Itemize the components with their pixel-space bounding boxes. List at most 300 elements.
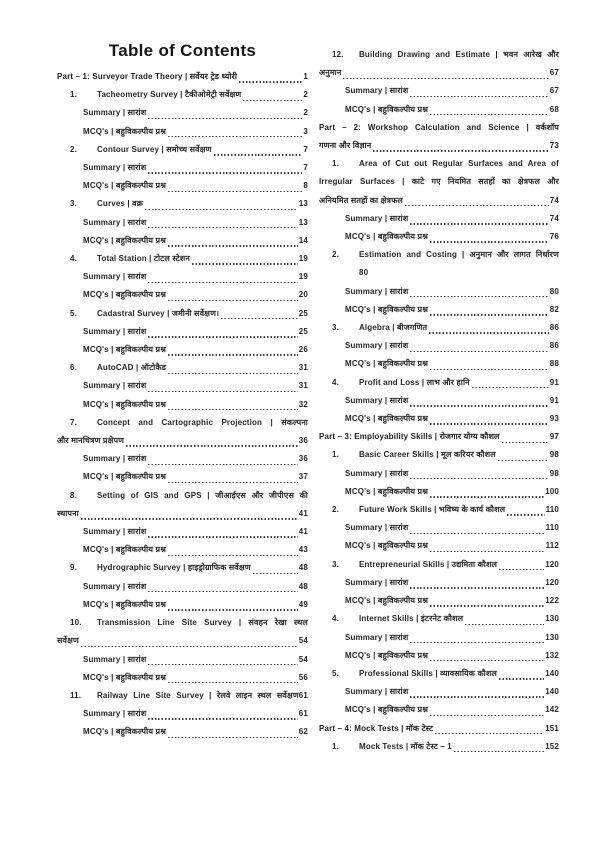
page-title: Table of Contents [108, 41, 257, 60]
page-number: 26 [298, 345, 308, 355]
toc-sub-entry [319, 82, 559, 100]
toc-line [57, 541, 308, 559]
toc-item [57, 359, 308, 377]
dot-leader [168, 682, 298, 683]
page-number: 1 [303, 72, 308, 81]
entry-label: Summary | सारांश [83, 454, 147, 464]
page-number: 112 [545, 541, 559, 551]
entry-label: और मानचित्रण प्रक्षेपण [57, 436, 125, 446]
dot-leader [148, 718, 297, 719]
toc-line [319, 210, 559, 228]
toc-sub-entry [57, 377, 308, 395]
toc-sub-entry [319, 574, 559, 592]
entry-label: MCQ's | बहुविकल्पीय प्रश्न [83, 290, 166, 300]
toc-line [57, 414, 308, 432]
page-number: 67 [549, 86, 559, 96]
toc-line [57, 104, 308, 122]
entry-label: Summary | सारांश [345, 286, 409, 296]
page-number: 67 [549, 68, 559, 78]
toc-sub-entry [319, 519, 559, 537]
page-number: 31 [298, 381, 308, 391]
dot-leader [410, 405, 548, 406]
entry-label: Profit and Loss | लाभ और हानि [359, 377, 470, 387]
toc-line [319, 647, 559, 665]
dot-leader [502, 442, 549, 443]
entry-number: 8. [70, 490, 77, 500]
toc-line [319, 192, 559, 210]
toc-sub-entry [319, 101, 559, 119]
dot-leader [168, 555, 298, 556]
toc-sub-entry [319, 410, 559, 428]
entry-number: 7. [70, 417, 77, 427]
dot-leader [430, 605, 544, 606]
entry-number: 4. [332, 614, 339, 624]
entry-number: 3. [70, 199, 77, 209]
toc-item [57, 687, 308, 705]
toc-sub-entry [57, 541, 308, 559]
page-number: 110 [545, 505, 559, 515]
page-number: 32 [298, 399, 308, 409]
entry-label: MCQ's | बहुविकल्पीय प्रश्न [83, 181, 166, 191]
entry-label: Total Station | टोटल स्टेशन [97, 254, 190, 264]
dot-leader [429, 332, 549, 333]
entry-label: Summary | सारांश [345, 341, 409, 351]
toc-sub-entry [57, 286, 308, 304]
toc-sub-entry [319, 392, 559, 410]
toc-line [57, 505, 308, 523]
toc-line [57, 487, 308, 505]
dot-leader [81, 646, 298, 647]
page-number: 74 [549, 195, 559, 205]
dot-leader [410, 533, 544, 534]
page-number: 76 [549, 232, 559, 242]
toc-sub-entry [57, 323, 308, 341]
dot-leader [239, 81, 302, 82]
toc-item [319, 610, 559, 628]
entry-number: 2. [332, 505, 339, 515]
entry-label: Summary | सारांश [345, 632, 409, 642]
toc-line [319, 701, 559, 719]
entry-label: Entrepreneurial Skills | उद्यमिता कौशल [359, 559, 498, 569]
entry-label: Internet Skills | इंटरनेट कौशल [359, 614, 464, 624]
toc-line [57, 323, 308, 341]
dot-leader [145, 209, 298, 210]
entry-number: 5. [70, 308, 77, 318]
toc-item [57, 414, 308, 450]
toc-line [57, 250, 308, 268]
toc-line [57, 68, 308, 86]
toc-line [319, 720, 559, 738]
toc-part-heading [319, 428, 559, 446]
entry-label: MCQ's | बहुविकल्पीय प्रश्न [83, 345, 166, 355]
dot-leader [405, 205, 549, 206]
toc-sub-entry [319, 301, 559, 319]
toc-line [319, 283, 559, 301]
page-number: 88 [549, 359, 559, 369]
toc-line [319, 738, 559, 756]
entry-label: Summary | सारांश [345, 86, 409, 96]
toc-line [57, 559, 308, 577]
toc-line [57, 305, 308, 323]
toc-line [319, 537, 559, 555]
entry-number: 6. [70, 363, 77, 373]
dot-leader [343, 78, 548, 79]
page-number: 36 [298, 454, 308, 464]
entry-label: Building Drawing and Estimate | भवन आरेख और [359, 50, 559, 59]
entry-label: Contour Survey | समोच्च सर्वेक्षण [97, 144, 212, 154]
page-number: 3 [303, 126, 308, 136]
dot-leader [81, 518, 298, 519]
dot-leader [454, 751, 544, 752]
toc-item [319, 738, 559, 756]
entry-label: MCQ's | बहुविकल्पीय प्रश्न [83, 235, 166, 245]
page-number: 80 [359, 268, 369, 278]
entry-label: Railway Line Site Survey | रेलवे लाइन स्थल सर्वेक्षण [97, 690, 299, 700]
page-number: 41 [298, 508, 308, 518]
toc-line [319, 82, 559, 100]
entry-label: Summary | सारांश [83, 654, 147, 664]
toc-part-heading [319, 119, 559, 155]
entry-label: MCQ's | बहुविकल्पीय प्रश्न [83, 599, 166, 609]
toc-line [319, 483, 559, 501]
entry-label: Part – 3: Employability Skills | रोजगार योग्य कौशल [319, 432, 500, 442]
toc-sub-entry [319, 683, 559, 701]
page-number: 120 [545, 577, 559, 587]
entry-label: AutoCAD | ऑटोकैड [97, 363, 167, 373]
toc-line [319, 155, 559, 173]
toc-sub-entry [57, 214, 308, 232]
toc-sub-entry [57, 723, 308, 741]
dot-leader [243, 100, 302, 101]
toc-sub-entry [319, 228, 559, 246]
dot-leader [148, 391, 297, 392]
entry-label: Part – 1: Surveyor Trade Theory | सर्वेयर ट्रेड थ्योरी [57, 72, 238, 81]
page-number: 13 [298, 217, 308, 227]
page-number: 82 [549, 304, 559, 314]
page-number: 130 [545, 632, 559, 642]
page-number: 8 [303, 181, 308, 191]
toc-line [57, 614, 308, 632]
page-number: 91 [549, 395, 559, 405]
page-number: 142 [545, 705, 559, 715]
toc-line [57, 341, 308, 359]
page-number: 151 [545, 723, 559, 733]
toc-line [319, 355, 559, 373]
entry-number: 4. [332, 377, 339, 387]
page-number: 120 [545, 559, 559, 569]
entry-label: Summary | सारांश [83, 527, 147, 537]
entry-label: Summary | सारांश [83, 108, 147, 118]
page-number: 54 [298, 636, 308, 646]
toc-part-heading [57, 68, 308, 86]
toc-line [319, 246, 559, 264]
entry-label: Part – 2: Workshop Calculation and Science | वर्कशॉप [319, 122, 559, 132]
toc-item [57, 487, 308, 523]
toc-line [57, 705, 308, 723]
toc-line [57, 396, 308, 414]
toc-entries-left [57, 68, 308, 742]
toc-line [57, 687, 308, 705]
toc-line [319, 683, 559, 701]
page-number: 54 [298, 654, 308, 664]
page-number: 98 [549, 450, 559, 460]
toc-item [319, 46, 559, 82]
entry-label: स्थापना [57, 508, 79, 518]
entry-label: Algebra | बीजगणित [359, 323, 428, 333]
dot-leader [148, 118, 302, 119]
toc-sub-entry [57, 578, 308, 596]
page-number: 19 [298, 254, 308, 264]
toc-line [319, 319, 559, 337]
toc-item [319, 319, 559, 337]
toc-line [57, 578, 308, 596]
toc-line [57, 723, 308, 741]
dot-leader [148, 664, 297, 665]
toc-line [319, 556, 559, 574]
entry-label: Area of Cut out Regular Surfaces and Area of [359, 159, 559, 169]
page-number: 122 [545, 596, 559, 606]
entry-number: 1. [70, 90, 77, 100]
toc-line [57, 268, 308, 286]
entry-label: MCQ's | बहुविकल्पीय प्रश्न [83, 126, 166, 136]
entry-label: Curves | वक्र [97, 199, 144, 209]
toc-line [319, 301, 559, 319]
toc-item [319, 446, 559, 464]
dot-leader [430, 314, 549, 315]
entry-number: 2. [332, 250, 339, 260]
toc-sub-entry [319, 465, 559, 483]
entry-label: Concept and Cartographic Projection | संकल्पना [97, 417, 308, 427]
page-number: 98 [549, 468, 559, 478]
entry-label: Cadastral Survey | जमीनी सर्वेक्षण। [97, 308, 220, 318]
entry-label: Hydrographic Survey | हाइड्रोग्राफिक सर्वेक्षण [97, 563, 251, 573]
page-number: 86 [549, 323, 559, 333]
dot-leader [168, 245, 298, 246]
page-number: 100 [545, 486, 559, 496]
toc-line [319, 173, 559, 191]
dot-leader [214, 154, 303, 155]
dot-leader [192, 263, 298, 264]
entry-label: Mock Tests | मॉक टेस्ट – 1 [359, 741, 452, 751]
dot-leader [148, 464, 297, 465]
entry-label: MCQ's | बहुविकल्पीय प्रश्न [345, 541, 428, 551]
entry-number: 12. [332, 50, 344, 59]
entry-label: MCQ's | बहुविकल्पीय प्रश्न [345, 232, 428, 242]
page-number: 140 [545, 687, 559, 697]
toc-sub-entry [319, 647, 559, 665]
dot-leader [465, 624, 544, 625]
toc-item [57, 559, 308, 577]
page-number: 2 [303, 108, 308, 118]
toc-line [319, 574, 559, 592]
page-number: 19 [298, 272, 308, 282]
page-number: 2 [303, 90, 308, 100]
toc-part-heading [319, 720, 559, 738]
toc-sub-entry [57, 705, 308, 723]
page-number: 43 [298, 545, 308, 555]
entry-label: MCQ's | बहुविकल्पीय प्रश्न [345, 359, 428, 369]
dot-leader [410, 587, 544, 588]
toc-line [319, 665, 559, 683]
dot-leader [148, 172, 302, 173]
toc-item [319, 374, 559, 392]
entry-label: Summary | सारांश [83, 709, 147, 719]
entry-label: MCQ's | बहुविकल्पीय प्रश्न [345, 650, 428, 660]
toc-sub-entry [57, 468, 308, 486]
entry-label: Basic Career Skills | मूल करियर कौशल [359, 450, 496, 460]
dot-leader [410, 96, 548, 97]
entry-label: MCQ's | बहुविकल्पीय प्रश्न [345, 414, 428, 424]
toc-line [57, 359, 308, 377]
toc-item [319, 246, 559, 282]
toc-sub-entry [57, 341, 308, 359]
entry-number: 2. [70, 144, 77, 154]
toc-line [57, 177, 308, 195]
toc-item [319, 665, 559, 683]
entry-label: MCQ's | बहुविकल्पीय प्रश्न [83, 672, 166, 682]
toc-line [319, 592, 559, 610]
page-number: 31 [298, 363, 308, 373]
page-number: 14 [298, 235, 308, 245]
toc-sub-entry [319, 483, 559, 501]
toc-item [319, 556, 559, 574]
dot-leader [498, 460, 549, 461]
toc-sub-entry [57, 159, 308, 177]
dot-leader [168, 409, 298, 410]
toc-line [319, 119, 559, 137]
page-number: 41 [298, 527, 308, 537]
toc-line [57, 651, 308, 669]
entry-number: 1. [332, 741, 339, 751]
page-number: 130 [545, 614, 559, 624]
entry-label: Summary | सारांश [345, 213, 409, 223]
toc-line [319, 337, 559, 355]
dot-leader [168, 737, 298, 738]
entry-label: Summary | सारांश [83, 272, 147, 282]
toc-line [57, 159, 308, 177]
dot-leader [410, 351, 548, 352]
toc-line [319, 392, 559, 410]
toc-line [57, 141, 308, 159]
toc-line [319, 410, 559, 428]
toc-line [57, 86, 308, 104]
dot-leader [148, 282, 297, 283]
page-number: 61 [298, 690, 308, 700]
entry-label: Summary | सारांश [345, 687, 409, 697]
page-number: 140 [545, 668, 559, 678]
toc-line [319, 64, 559, 82]
toc-sub-entry [57, 104, 308, 122]
toc-sub-entry [57, 669, 308, 687]
entry-label: Irregular Surfaces | काटे गए नियमित सतहों का क्षेत्रफल और [319, 177, 559, 187]
entry-label: Future Work Skills | भविष्य के कार्य कौशल [359, 505, 506, 515]
toc-sub-entry [319, 701, 559, 719]
dot-leader [507, 514, 544, 515]
dot-leader [221, 318, 298, 319]
toc-sub-entry [57, 596, 308, 614]
toc-sub-entry [57, 396, 308, 414]
toc-line [57, 432, 308, 450]
toc-line [57, 286, 308, 304]
entry-label: Summary | सारांश [345, 468, 409, 478]
dot-leader [253, 573, 298, 574]
entry-label: Summary | सारांश [345, 577, 409, 587]
entry-label: MCQ's | बहुविकल्पीय प्रश्न [345, 104, 428, 114]
entry-label: अनियमित सतहों का क्षेत्रफल [319, 195, 403, 205]
entry-label: MCQ's | बहुविकल्पीय प्रश्न [83, 727, 166, 737]
dot-leader [499, 569, 544, 570]
dot-leader [430, 660, 544, 661]
toc-sub-entry [57, 177, 308, 195]
toc-sub-entry [57, 268, 308, 286]
dot-leader [168, 354, 298, 355]
toc-item [57, 141, 308, 159]
toc-line [319, 610, 559, 628]
toc-line [319, 374, 559, 392]
entry-number: 4. [70, 254, 77, 264]
dot-leader [410, 223, 548, 224]
dot-leader [410, 696, 544, 697]
toc-item [57, 250, 308, 268]
entry-label: MCQ's | बहुविकल्पीय प्रश्न [345, 705, 428, 715]
dot-leader [472, 387, 549, 388]
toc-sub-entry [319, 337, 559, 355]
dot-leader [168, 136, 302, 137]
dot-leader [168, 609, 298, 610]
entry-label: अनुमान [319, 68, 342, 78]
entry-number: 3. [332, 559, 339, 569]
toc-sub-entry [57, 123, 308, 141]
toc-sub-entry [319, 283, 559, 301]
entry-number: 3. [332, 323, 339, 333]
dot-leader [435, 733, 544, 734]
entry-label: गणना और विज्ञान [319, 141, 372, 151]
dot-leader [430, 369, 549, 370]
dot-leader [168, 373, 298, 374]
dot-leader [148, 591, 297, 592]
dot-leader [430, 114, 549, 115]
toc-line [319, 501, 559, 519]
toc-line [57, 669, 308, 687]
dot-leader [148, 336, 297, 337]
page-number: 152 [545, 741, 559, 751]
toc-line [57, 468, 308, 486]
toc-line [57, 214, 308, 232]
page-number: 49 [298, 599, 308, 609]
toc-line [57, 596, 308, 614]
toc-sub-entry [319, 629, 559, 647]
toc-item [57, 614, 308, 650]
toc-line [57, 632, 308, 650]
toc-entries-right [319, 46, 559, 756]
toc-line [319, 137, 559, 155]
page-number: 20 [298, 290, 308, 300]
dot-leader [430, 423, 549, 424]
toc-item [57, 305, 308, 323]
entry-label: MCQ's | बहुविकल्पीय प्रश्न [83, 545, 166, 555]
page-number-line [319, 264, 559, 282]
page-number: 91 [549, 377, 559, 387]
entry-label: Summary | सारांश [345, 395, 409, 405]
entry-number: 5. [332, 668, 339, 678]
dot-leader [373, 150, 548, 151]
toc-line [57, 377, 308, 395]
page-number: 86 [549, 341, 559, 351]
entry-label: Summary | सारांश [83, 217, 147, 227]
toc-sub-entry [57, 651, 308, 669]
toc-line [57, 450, 308, 468]
toc-line [57, 232, 308, 250]
